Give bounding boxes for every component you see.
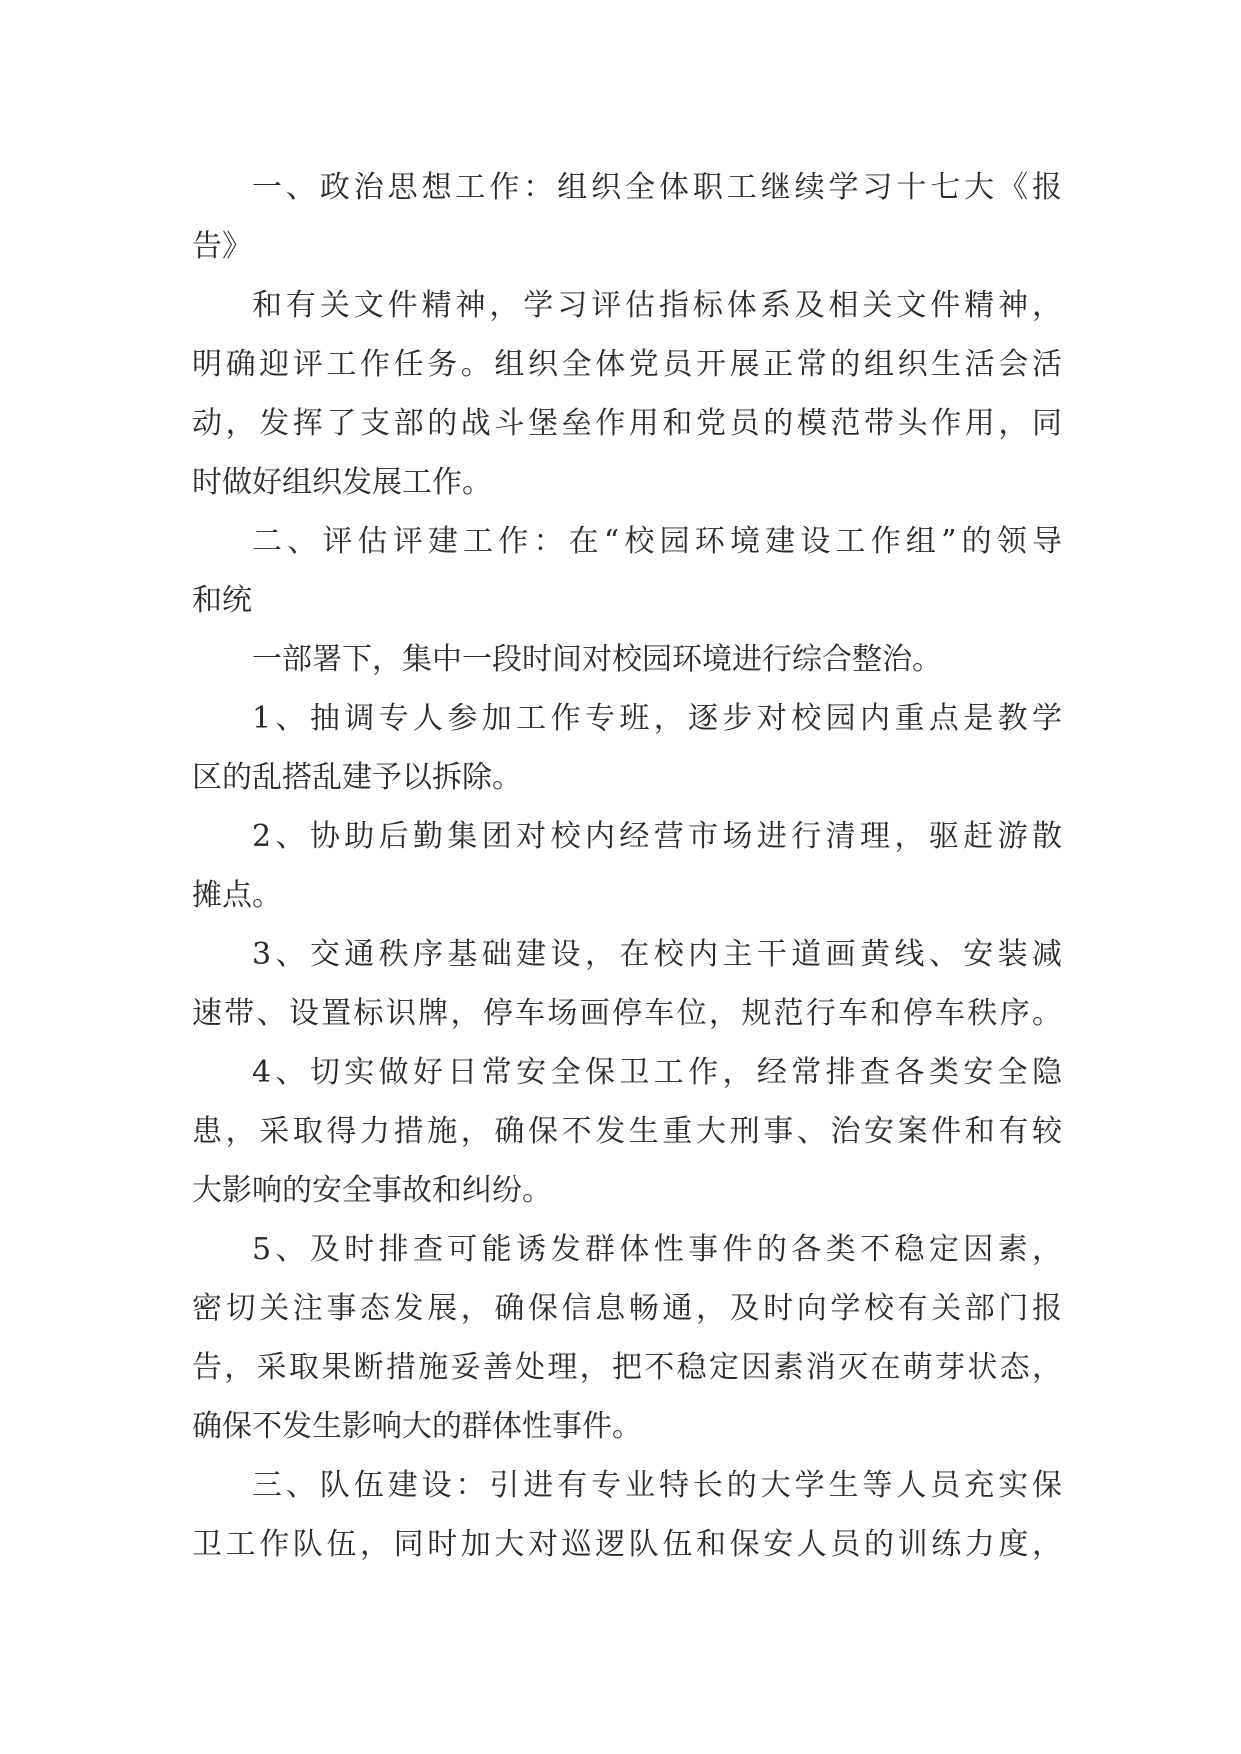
document-body	[192, 158, 1062, 1574]
paragraph-line: 和有关文件精神，学习评估指标体系及相关文件精神，	[252, 288, 1062, 323]
paragraph-line: 2、协助后勤集团对校内经营市场进行清理，驱赶游散	[252, 819, 1062, 854]
paragraph-line: 动，发挥了支部的战斗堡垒作用和党员的模范带头作用，同	[192, 406, 1062, 441]
paragraph-line: 明确迎评工作任务。组织全体党员开展正常的组织生活会活	[192, 347, 1062, 382]
paragraph	[192, 925, 1062, 1043]
paragraph-line: 1、抽调专人参加工作专班，逐步对校园内重点是教学	[252, 701, 1062, 736]
paragraph	[192, 1220, 1062, 1456]
paragraph-line: 二、评估评建工作：在“校园环境建设工作组”的领导	[252, 524, 1062, 559]
paragraph-line: 密切关注事态发展，确保信息畅通，及时向学校有关部门报	[192, 1291, 1062, 1326]
paragraph-line: 三、队伍建设：引进有专业特长的大学生等人员充实保	[252, 1468, 1062, 1503]
paragraph	[192, 1043, 1062, 1220]
paragraph	[192, 512, 1062, 630]
paragraph-line: 4、切实做好日常安全保卫工作，经常排查各类安全隐	[252, 1055, 1062, 1090]
paragraph-line: 告》	[192, 229, 252, 264]
paragraph-line: 时做好组织发展工作。	[192, 465, 492, 500]
paragraph-line: 区的乱搭乱建予以拆除。	[192, 760, 522, 795]
paragraph	[192, 1456, 1062, 1574]
paragraph-line: 一、政治思想工作：组织全体职工继续学习十七大《报	[252, 170, 1062, 205]
paragraph-line: 3、交通秩序基础建设，在校内主干道画黄线、安装减	[252, 937, 1062, 972]
paragraph-line: 告，采取果断措施妥善处理，把不稳定因素消灭在萌芽状态，	[192, 1350, 1062, 1385]
paragraph-line: 速带、设置标识牌，停车场画停车位，规范行车和停车秩序。	[192, 996, 1062, 1031]
paragraph-line: 大影响的安全事故和纠纷。	[192, 1173, 552, 1208]
paragraph-line: 患，采取得力措施，确保不发生重大刑事、治安案件和有较	[192, 1114, 1062, 1149]
paragraph	[192, 630, 1062, 689]
paragraph-line: 摊点。	[192, 878, 282, 913]
paragraph	[192, 276, 1062, 512]
paragraph	[192, 689, 1062, 807]
paragraph-line: 确保不发生影响大的群体性事件。	[192, 1409, 642, 1444]
paragraph-line: 卫工作队伍，同时加大对巡逻队伍和保安人员的训练力度，	[192, 1527, 1062, 1562]
paragraph	[192, 158, 1062, 276]
paragraph	[192, 807, 1062, 925]
paragraph-line: 一部署下，集中一段时间对校园环境进行综合整治。	[252, 642, 942, 677]
paragraph-line: 和统	[192, 583, 252, 618]
paragraph-line: 5、及时排查可能诱发群体性事件的各类不稳定因素，	[252, 1232, 1062, 1267]
